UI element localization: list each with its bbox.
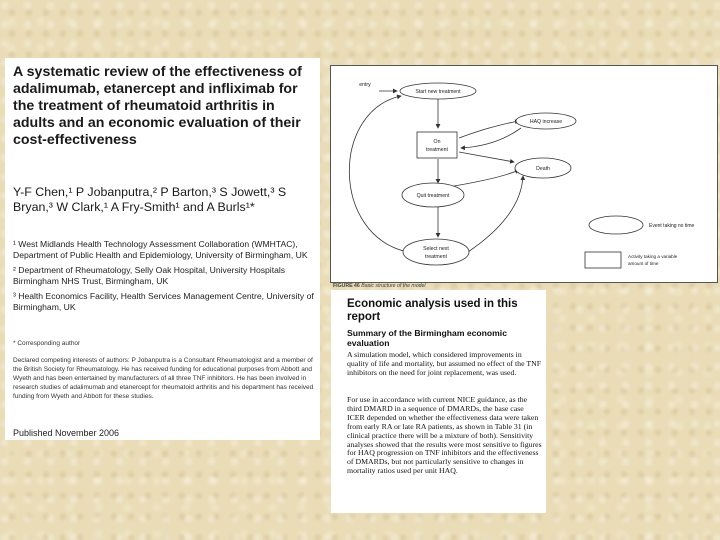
economic-analysis-page [331, 290, 546, 513]
node-haq-label: HAQ increase [529, 119, 563, 125]
node-select-label-line1: Select next [423, 246, 449, 252]
edge-on-death [459, 152, 514, 162]
summary-paragraph-1: A simulation model, which considered improvements in quality of life and mortality, but assumed no effect of the TNF inhibitors on the need for joint replacement, was used. [347, 350, 542, 377]
figure-caption-text: Basic structure of the model [361, 283, 426, 289]
figure-caption [333, 283, 426, 289]
section-title: Economic analysis used in this report [347, 298, 518, 323]
node-on-label-line1: On [433, 139, 441, 145]
node-start-label: Start new treatment [415, 89, 461, 95]
legend-event-label: Event taking no time [649, 223, 695, 229]
publication-date: Published November 2006 [13, 428, 120, 438]
edge-on-haq [459, 121, 519, 138]
competing-interests: Declared competing interests of authors: P Jobanputra is a Consultant Rheumatologist and a member of the British Society for Rheumatology. He has received funding for educational purposes from Abbott and Wyeth and has been entertained by manufacturers of all three TNF inhibitors. He has been involved in research studies of adalimumab and etanercept for rheumatoid arthritis and his department has received funding from Wyeth and Abbott for these studies. [13, 357, 314, 400]
node-on-label-line2: treatment [426, 147, 448, 153]
affiliation-item: ² Department of Rheumatology, Selly Oak Hospital, University Hospitals Birmingham NHS Trust, Birmingham, UK [13, 265, 286, 286]
affiliation-item: ¹ West Midlands Health Technology Assessment Collaboration (WMHTAC), Department of Public Health and Epidemiology, University of Birmingham, UK [13, 239, 308, 260]
affiliation-item: ³ Health Economics Facility, Health Services Management Centre, University of Birmingham, UK [13, 291, 314, 312]
edge-quit-death [454, 170, 519, 186]
legend-activity-symbol [585, 252, 621, 268]
affiliation-list [13, 239, 318, 317]
edge-select-start [349, 96, 408, 252]
corresponding-author-note: * Corresponding author [13, 340, 81, 347]
edge-haq-on [461, 128, 521, 148]
summary-paragraph-2: For use in accordance with current NICE guidance, as the third DMARD in a sequence of DMARDs, the base case ICER depended on whether the effectiveness data were taken from early RA or late RA patients, as shown in Table 31 (in clinical practice there will be a mixture of both). Sensitivity analyses showed that the results were most sensitive to figures for HAQ progression on TNF inhibitors and the effectiveness of DMARDs, but not particularly sensitive to changes in mortality ratios used per unit HAQ. [347, 395, 542, 476]
author-list: Y-F Chen,¹ P Jobanputra,² P Barton,³ S Jowett,³ S Bryan,³ W Clark,¹ A Fry-Smith¹ and A Burls¹* [13, 185, 287, 214]
section-subtitle: Summary of the Birmingham economic evaluation [347, 328, 507, 348]
report-cover-page [5, 58, 320, 440]
model-structure-diagram [330, 65, 718, 283]
node-on-treatment [417, 132, 457, 158]
node-quit-label: Quit treatment [416, 193, 450, 199]
node-select-next-treatment [403, 239, 469, 265]
edge-select-death [468, 176, 523, 252]
node-select-label-line2: treatment [425, 254, 447, 260]
legend-event-symbol [589, 216, 643, 234]
legend-activity-label-line2: amount of time [628, 261, 659, 266]
entry-label: entry [359, 82, 371, 88]
node-death-label: Death [536, 166, 550, 172]
diagram-svg [331, 66, 717, 282]
report-title: A systematic review of the effectiveness of adalimumab, etanercept and infliximab for the treatment of rheumatoid arthritis in adults and an economic evaluation of their cost-effectiveness [13, 64, 302, 148]
legend-activity-label-line1: Activity taking a variable [628, 254, 678, 259]
figure-caption-label: FIGURE 46 [333, 283, 360, 289]
